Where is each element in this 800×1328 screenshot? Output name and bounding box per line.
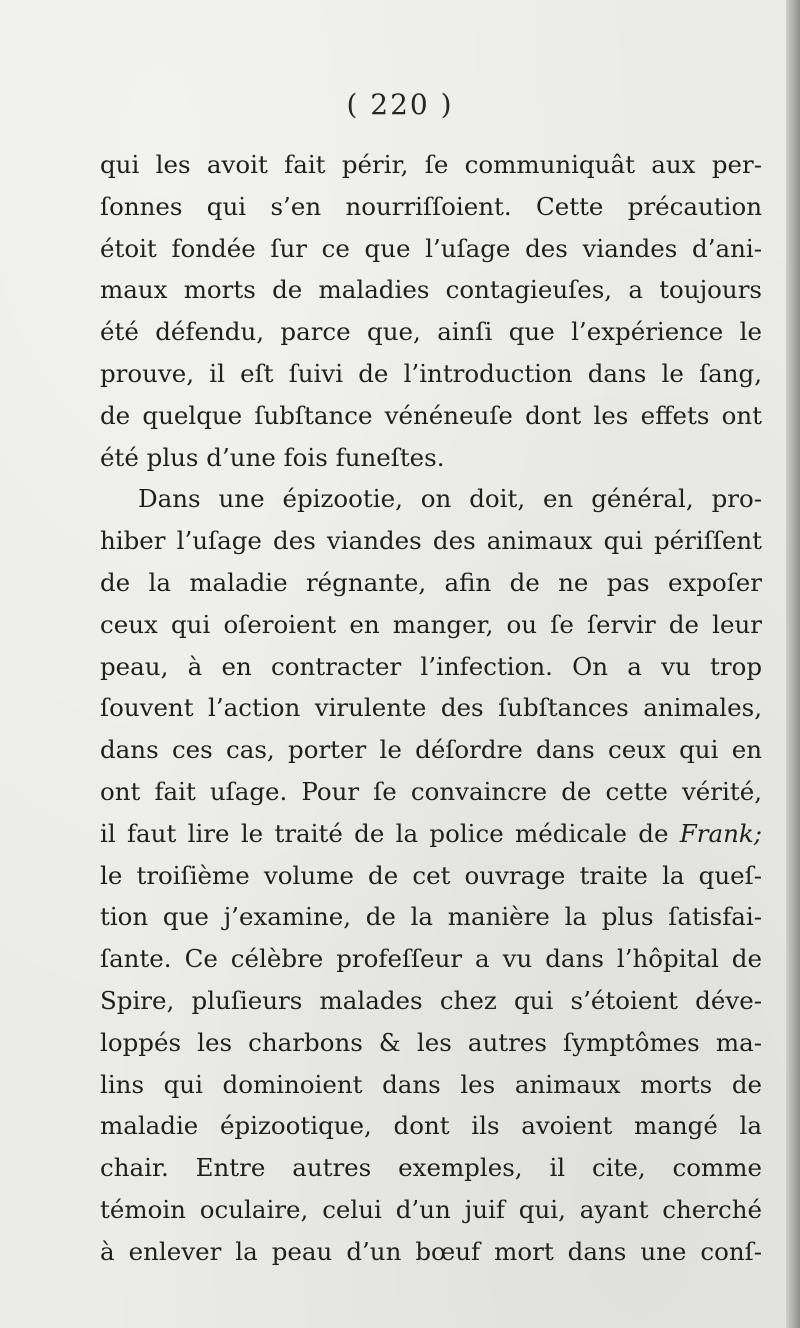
text-line-14: ſouvent l’action virulente des ſubſtances animales, <box>100 693 762 723</box>
text-line-25: chair. Entre autres exemples, il cite, comme <box>100 1153 762 1183</box>
text-line-9: Dans une épizootie, on doit, en général, pro- <box>138 484 762 514</box>
text-line-2: ſonnes qui s’en nourriſſoient. Cette précaution <box>100 191 762 221</box>
text-line-13: peau, à en contracter l’infection. On a vu trop <box>100 651 762 681</box>
author-name-frank: Frank; <box>679 818 762 848</box>
page-edge-shadow <box>786 0 800 1328</box>
text-line-19: tion que j’examine, de la manière la plus ſatisfai- <box>100 902 762 932</box>
text-line-15: dans ces cas, porter le déſordre dans ceux qui en <box>100 735 762 765</box>
text-line-8: été plus d’une fois funeſtes. <box>100 442 445 472</box>
text-line-6: prouve, il eſt ſuivi de l’introduction dans le ſang, <box>100 358 762 388</box>
text-line-3: étoit fondée ſur ce que l’uſage des viandes d’ani- <box>100 233 762 263</box>
text-line-1: qui les avoit fait périr, ſe communiquât aux per- <box>100 150 762 179</box>
text-line-18: le troiſième volume de cet ouvrage traite la queſ- <box>100 860 762 890</box>
text-line-10: hiber l’uſage des viandes des animaux qui périſſent <box>100 526 762 556</box>
text-line-16: ont fait uſage. Pour ſe convaincre de cette vérité, <box>100 776 762 806</box>
text-line-17-main: il faut lire le traité de la police médicale de <box>100 818 669 848</box>
body-text <box>100 144 762 1273</box>
text-line-23: lins qui dominoient dans les animaux morts de <box>100 1069 762 1099</box>
text-line-20: ſante. Ce célèbre profeſſeur a vu dans l’hôpital de <box>100 944 762 974</box>
text-line-24: maladie épizootique, dont ils avoient mangé la <box>100 1111 762 1141</box>
page-number: ( 220 ) <box>346 88 454 121</box>
text-line-26: témoin oculaire, celui d’un juif qui, ayant cherché <box>100 1194 762 1224</box>
text-line-5: été défendu, parce que, ainſi que l’expérience le <box>100 317 762 347</box>
text-line-27: à enlever la peau d’un bœuf mort dans une conſ- <box>100 1236 762 1266</box>
text-line-12: ceux qui oſeroient en manger, ou ſe ſervir de leur <box>100 609 762 639</box>
text-line-21: Spire, pluſieurs malades chez qui s’étoient déve- <box>100 985 762 1015</box>
text-line-11: de la maladie régnante, afin de ne pas expoſer <box>100 567 762 597</box>
text-line-7: de quelque ſubſtance vénéneuſe dont les effets ont <box>100 400 762 430</box>
text-line-17 <box>100 813 762 855</box>
text-line-22: loppés les charbons & les autres ſymptômes ma- <box>100 1027 762 1057</box>
text-line-4: maux morts de maladies contagieuſes, a toujours <box>100 275 762 305</box>
